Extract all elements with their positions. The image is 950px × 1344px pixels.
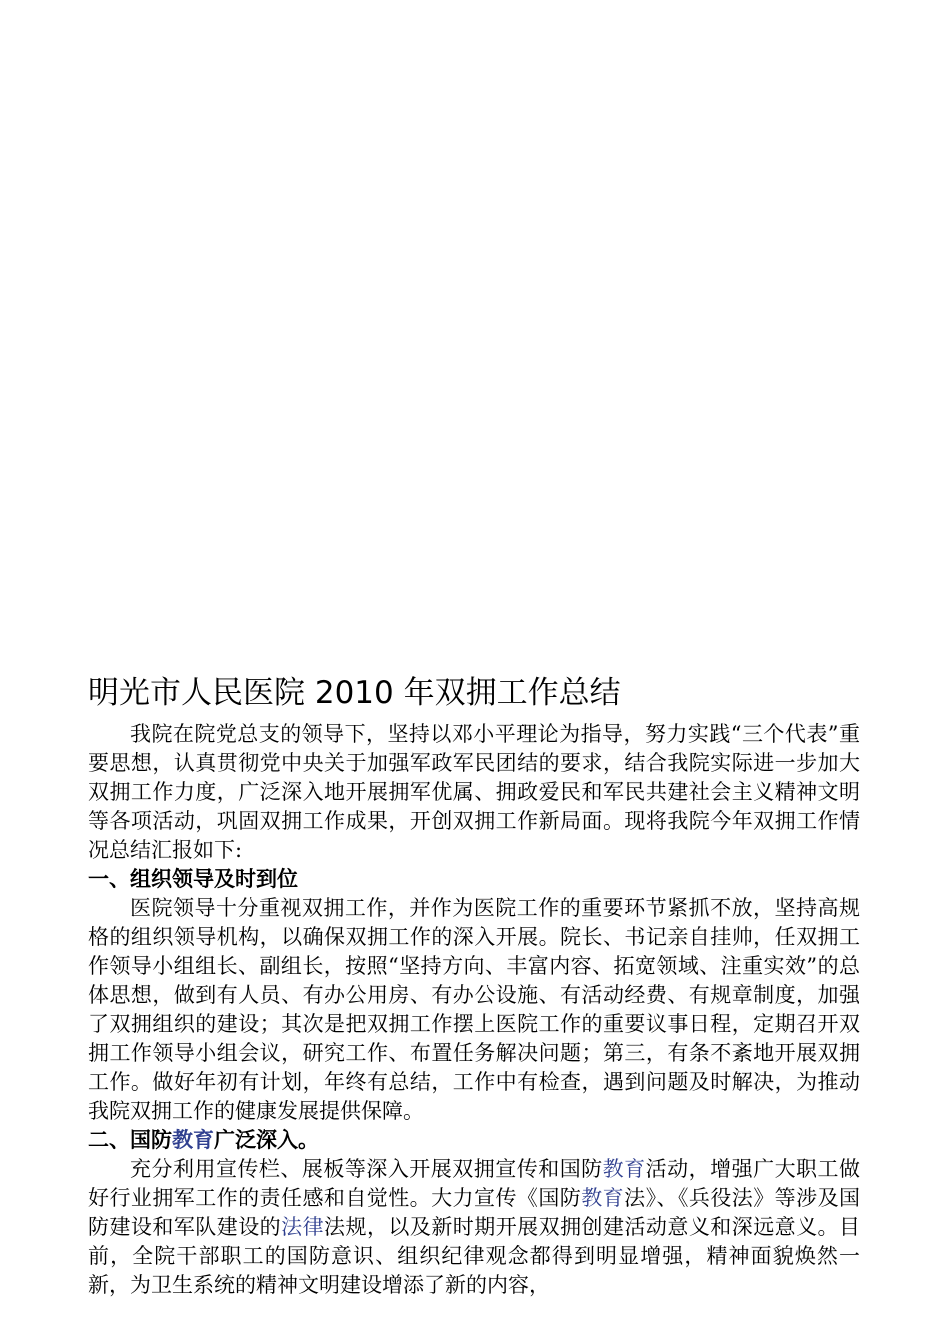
education-link[interactable]: 教育 <box>602 1157 646 1181</box>
section-1-heading: 一、组织领导及时到位 <box>88 867 298 891</box>
section-2-text-4: 法规，以及新时期开展双拥创建活动意义和深远意义。目前，全院干部职工的国防意识、组织纪律观念都得到明显增强，精神面貌焕然一新，为卫生系统的精神文明建设增添了新的内容， <box>88 1215 861 1297</box>
education-link[interactable]: 教育 <box>581 1186 625 1210</box>
document-title: 明光市人民医院 2010 年双拥工作总结 <box>88 675 621 711</box>
section-2-paragraph <box>88 1155 860 1300</box>
section-2-text-3: 法》、《兵役法》等涉及国防建设和军队建设的 <box>88 1186 861 1239</box>
section-2-text-2: 活动，增强广大职工做好行业拥军工作的责任感和自觉性。大力宣传《国防 <box>88 1157 861 1210</box>
intro-paragraph: 我院在院党总支的领导下，坚持以邓小平理论为指导，努力实践“三个代表”重要思想，认真贯彻党中央关于加强军政军民团结的要求，结合我院实际进一步加大双拥工作力度，广泛深入地开展拥军优属、拥政爱民和军民共建社会主义精神文明等各项活动，巩固双拥工作成果，开创双拥工作新局面。现将我院今年双拥工作情况总结汇报如下: <box>88 722 860 862</box>
section-2-heading <box>88 1126 860 1155</box>
section-1-paragraph: 医院领导十分重视双拥工作，并作为医院工作的重要环节紧抓不放，坚持高规格的组织领导机构，以确保双拥工作的深入开展。院长、书记亲自挂帅，任双拥工作领导小组组长、副组长，按照“坚持方向、丰富内容、拓宽领域、注重实效”的总体思想，做到有人员、有办公用房、有办公设施、有活动经费、有规章制度，加强了双拥组织的建设；其次是把双拥工作摆上医院工作的重要议事日程，定期召开双拥工作领导小组会议，研究工作、布置任务解决问题；第三，有条不紊地开展双拥工作。做好年初有计划，年终有总结，工作中有检查，遇到问题及时解决，为推动我院双拥工作的健康发展提供保障。 <box>88 896 860 1123</box>
section-2-text-1: 充分利用宣传栏、展板等深入开展双拥宣传和国防 <box>130 1157 603 1181</box>
law-link[interactable]: 法律 <box>281 1215 325 1239</box>
education-link[interactable]: 教育 <box>172 1128 214 1152</box>
document-page <box>88 672 860 1300</box>
section-2-heading-part-b: 广泛深入。 <box>214 1128 319 1152</box>
section-2-heading-part-a: 二、国防 <box>88 1128 172 1152</box>
